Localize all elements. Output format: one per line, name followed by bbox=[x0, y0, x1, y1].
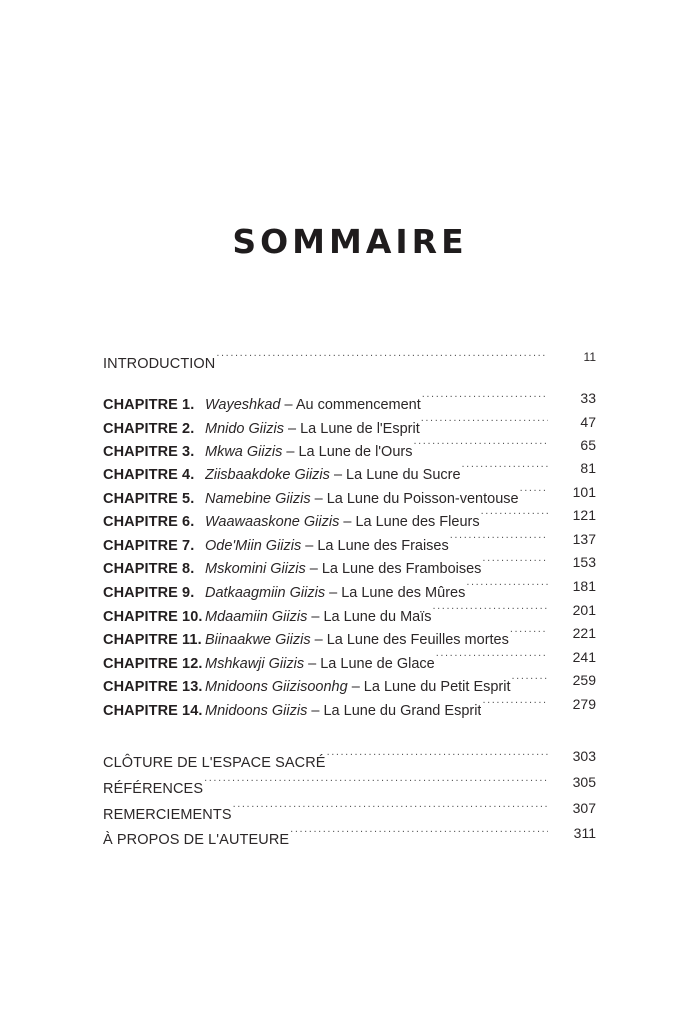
dot-leader bbox=[433, 599, 549, 621]
toc-entry-chapter-13[interactable] bbox=[103, 669, 596, 695]
toc-entry-chapter-14[interactable] bbox=[103, 693, 596, 719]
chapter-french-title: La Lune du Maïs bbox=[323, 609, 432, 625]
toc-entry-chapter-7[interactable] bbox=[103, 528, 596, 554]
toc-page-number: 201 bbox=[572, 602, 596, 618]
title-separator: – bbox=[305, 561, 322, 577]
toc-page-number: 47 bbox=[580, 414, 596, 430]
chapter-number: CHAPITRE 5. bbox=[103, 491, 195, 507]
dot-leader bbox=[512, 669, 548, 691]
toc-page-number: 241 bbox=[572, 649, 596, 665]
toc-entry-chapter-11[interactable] bbox=[103, 622, 596, 648]
chapter-native-title: Waawaaskone Giizis bbox=[205, 514, 340, 530]
chapter-number: CHAPITRE 8. bbox=[103, 561, 195, 577]
toc-entry-label: REMERCIEMENTS bbox=[103, 807, 232, 823]
title-separator: – bbox=[307, 703, 324, 719]
chapter-number: CHAPITRE 11. bbox=[103, 632, 202, 648]
chapter-native-title: Mdaamiin Giizis bbox=[205, 609, 308, 625]
toc-page-number: 121 bbox=[572, 507, 596, 523]
dot-leader bbox=[482, 693, 548, 715]
toc-entry-introduction[interactable] bbox=[103, 346, 596, 372]
chapter-french-title: La Lune des Feuilles mortes bbox=[326, 632, 509, 648]
toc-page-number: 303 bbox=[572, 748, 596, 764]
toc-entry-references[interactable] bbox=[103, 771, 596, 797]
chapter-french-title: La Lune de l'Esprit bbox=[300, 421, 420, 437]
dot-leader bbox=[422, 387, 548, 409]
toc-entry-chapter-5[interactable] bbox=[103, 481, 596, 507]
chapter-native-title: Mnidoons Giizisoonhg bbox=[205, 679, 348, 695]
dot-leader bbox=[481, 504, 548, 526]
toc-page-number: 81 bbox=[580, 460, 596, 476]
title-separator: – bbox=[347, 679, 364, 695]
chapter-french-title: La Lune du Petit Esprit bbox=[363, 679, 511, 695]
toc-entry-acknowledgements[interactable] bbox=[103, 797, 596, 823]
dot-leader bbox=[290, 822, 548, 844]
title-separator: – bbox=[339, 514, 356, 530]
title-separator: – bbox=[329, 467, 347, 483]
chapter-native-title: Wayeshkad bbox=[205, 397, 281, 413]
toc-page-number: 181 bbox=[572, 578, 596, 594]
dot-leader bbox=[482, 551, 548, 573]
title-separator: – bbox=[280, 397, 296, 413]
toc-entry-chapter-1[interactable] bbox=[103, 387, 596, 413]
chapter-number: CHAPITRE 2. bbox=[103, 421, 195, 437]
dot-leader bbox=[413, 434, 548, 456]
toc-page-number: 33 bbox=[580, 390, 596, 406]
toc-entry-label: CLÔTURE DE L'ESPACE SACRÉ bbox=[103, 755, 326, 771]
chapter-native-title: Mnidoons Giizis bbox=[205, 703, 308, 719]
chapter-number: CHAPITRE 7. bbox=[103, 538, 195, 554]
chapter-number: CHAPITRE 1. bbox=[103, 397, 195, 413]
chapter-number: CHAPITRE 3. bbox=[103, 444, 195, 460]
chapter-number: CHAPITRE 10. bbox=[103, 609, 203, 625]
dot-leader bbox=[450, 528, 548, 550]
dot-leader bbox=[466, 575, 548, 597]
title-separator: – bbox=[310, 632, 327, 648]
chapter-number: CHAPITRE 4. bbox=[103, 467, 195, 483]
toc-page-number: 305 bbox=[572, 774, 596, 790]
chapter-number: CHAPITRE 12. bbox=[103, 656, 203, 672]
chapter-french-title: La Lune des Mûres bbox=[341, 585, 466, 601]
toc-page-number: 311 bbox=[573, 825, 596, 841]
toc-page-number: 221 bbox=[572, 625, 596, 641]
toc-page-number: 101 bbox=[572, 484, 596, 500]
dot-leader bbox=[510, 622, 548, 644]
chapter-french-title: Au commencement bbox=[295, 397, 421, 413]
chapter-native-title: Ode'Miin Giizis bbox=[205, 538, 302, 554]
toc-entry-chapter-3[interactable] bbox=[103, 434, 596, 460]
chapter-native-title: Mkwa Giizis bbox=[205, 444, 283, 460]
title-separator: – bbox=[282, 444, 299, 460]
dot-leader bbox=[436, 646, 548, 668]
chapter-french-title: La Lune des Framboises bbox=[321, 561, 482, 577]
chapter-native-title: Datkaagmiin Giizis bbox=[205, 585, 326, 601]
title-separator: – bbox=[310, 491, 327, 507]
toc-entry-label: INTRODUCTION bbox=[103, 356, 216, 372]
chapter-native-title: Biinaakwe Giizis bbox=[205, 632, 311, 648]
title-separator: – bbox=[283, 421, 301, 437]
page-title: SOMMAIRE bbox=[232, 222, 468, 261]
title-separator: – bbox=[301, 538, 318, 554]
toc-entry-label: À PROPOS DE L'AUTEURE bbox=[103, 832, 290, 848]
title-separator: – bbox=[325, 585, 342, 601]
chapter-french-title: La Lune des Fleurs bbox=[355, 514, 480, 530]
chapter-french-title: La Lune du Poisson-ventouse bbox=[326, 491, 519, 507]
toc-entry-closing[interactable] bbox=[103, 745, 596, 771]
toc-entry-about-author[interactable] bbox=[103, 822, 596, 848]
toc-page-number: 11 bbox=[583, 350, 596, 364]
chapter-number: CHAPITRE 9. bbox=[103, 585, 195, 601]
chapter-french-title: La Lune de Glace bbox=[320, 656, 435, 672]
title-separator: – bbox=[307, 609, 324, 625]
toc-entry-chapter-6[interactable] bbox=[103, 504, 596, 530]
chapter-french-title: La Lune du Grand Esprit bbox=[323, 703, 482, 719]
chapter-native-title: Ziisbaakdoke Giizis bbox=[205, 467, 330, 483]
toc-entry-chapter-10[interactable] bbox=[103, 599, 596, 625]
dot-leader bbox=[233, 797, 548, 819]
toc-entry-chapter-12[interactable] bbox=[103, 646, 596, 672]
toc-entry-chapter-9[interactable] bbox=[103, 575, 596, 601]
chapter-french-title: La Lune des Fraises bbox=[317, 538, 449, 554]
toc-page-number: 279 bbox=[572, 696, 596, 712]
dot-leader bbox=[462, 457, 548, 479]
chapter-native-title: Namebine Giizis bbox=[205, 491, 311, 507]
toc-page-number: 259 bbox=[572, 672, 596, 688]
dot-leader bbox=[520, 481, 548, 503]
chapter-title bbox=[205, 700, 481, 722]
dot-leader bbox=[327, 745, 548, 767]
chapter-native-title: Mskomini Giizis bbox=[205, 561, 306, 577]
toc-entry-chapter-2[interactable] bbox=[103, 411, 596, 437]
chapter-number: CHAPITRE 14. bbox=[103, 703, 203, 719]
chapter-native-title: Mshkawji Giizis bbox=[205, 656, 305, 672]
chapter-native-title: Mnido Giizis bbox=[205, 421, 284, 437]
toc-page-number: 65 bbox=[580, 437, 596, 453]
title-separator: – bbox=[304, 656, 321, 672]
chapter-number: CHAPITRE 13. bbox=[103, 679, 203, 695]
toc-entry-chapter-4[interactable] bbox=[103, 457, 596, 483]
toc-page-number: 137 bbox=[572, 531, 596, 547]
chapter-french-title: La Lune de l'Ours bbox=[298, 444, 413, 460]
chapter-french-title: La Lune du Sucre bbox=[346, 467, 461, 483]
dot-leader bbox=[204, 771, 548, 793]
toc-page-number: 307 bbox=[572, 800, 596, 816]
toc-entry-label: RÉFÉRENCES bbox=[103, 781, 204, 797]
toc-entry-chapter-8[interactable] bbox=[103, 551, 596, 577]
chapter-number: CHAPITRE 6. bbox=[103, 514, 195, 530]
toc-page-number: 153 bbox=[572, 554, 596, 570]
dot-leader bbox=[216, 346, 546, 368]
dot-leader bbox=[421, 411, 548, 433]
